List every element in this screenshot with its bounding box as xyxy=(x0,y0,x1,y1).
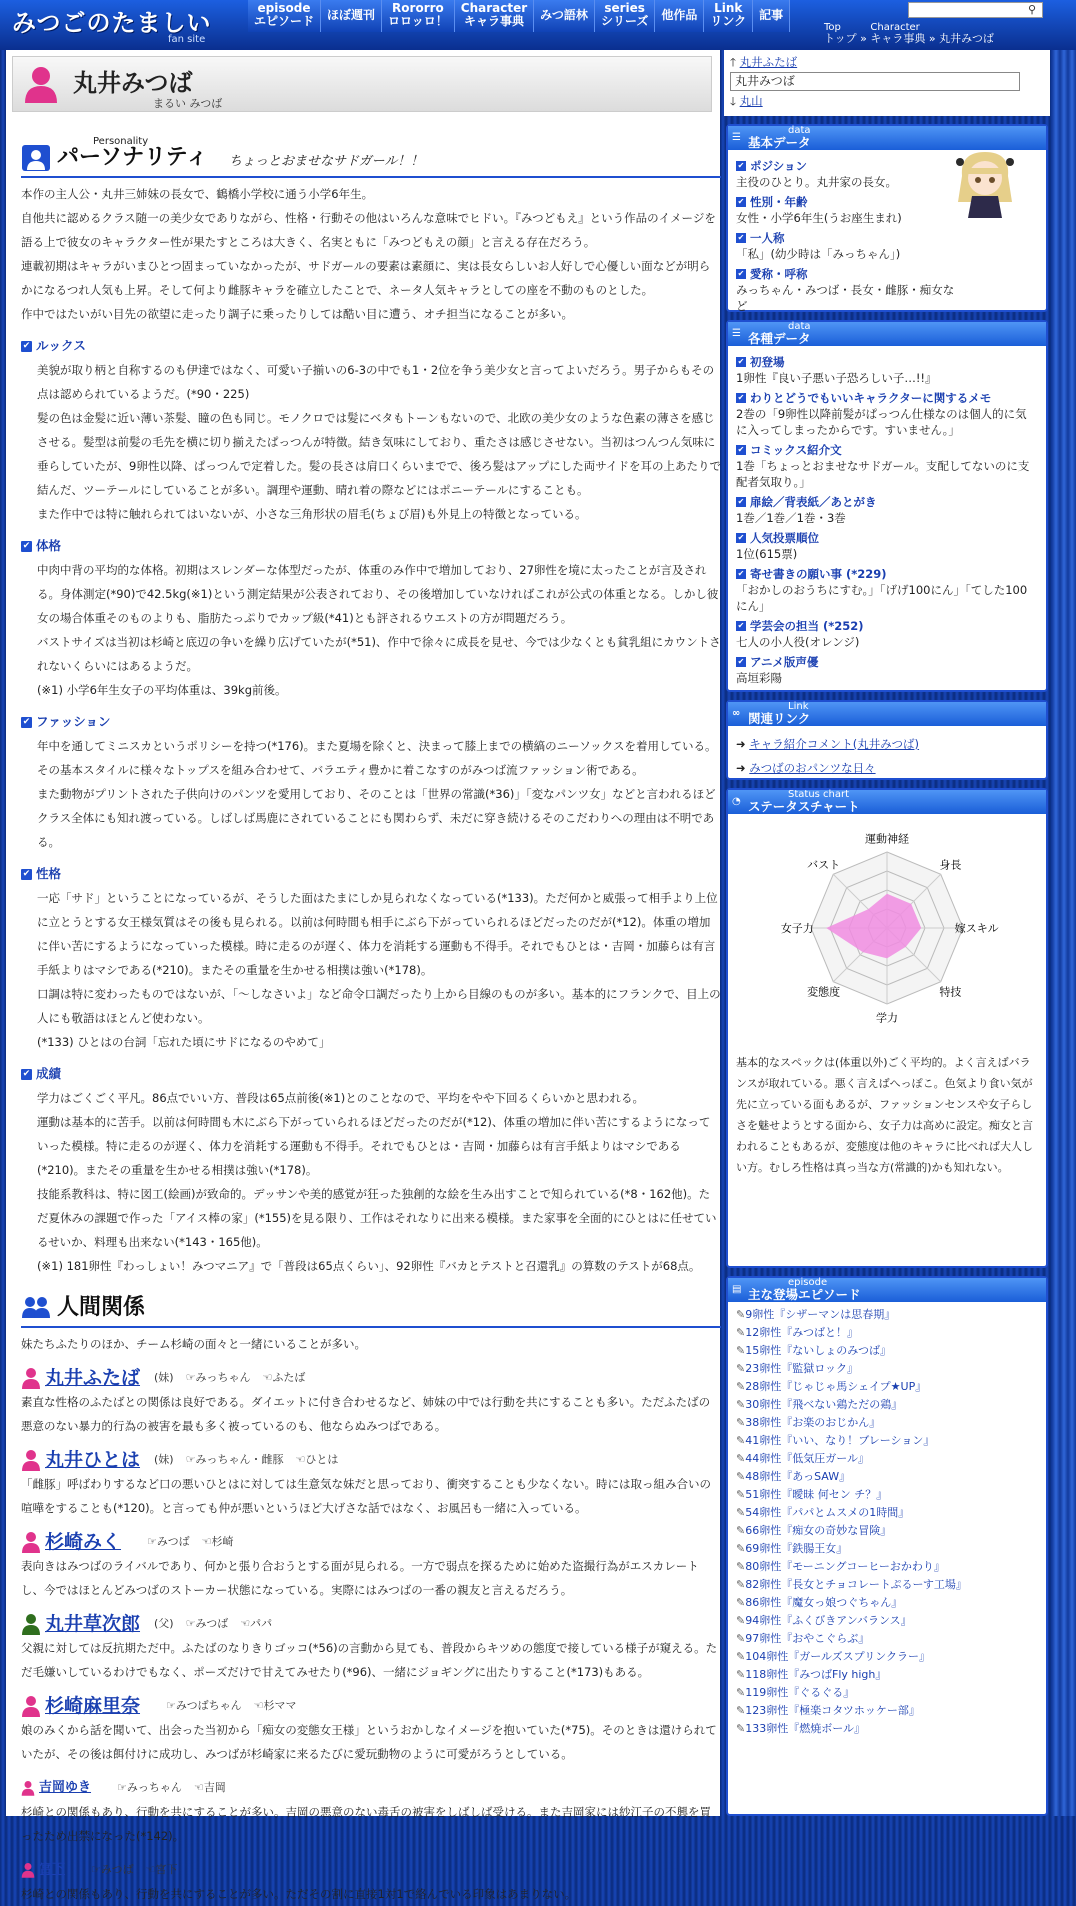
episode-list xyxy=(728,1302,1046,1742)
breadcrumb-top[interactable]: Top トップ xyxy=(824,22,857,45)
episode-link[interactable]: ✎ 38卵性『お楽のおじかん』 xyxy=(736,1414,1038,1432)
relation-text-3: 父親に対しては反抗期ただ中。ふたばのなりきりゴッコ(*56)の言動から見ても、普段からキツめの態度で接している様子が窺える。ただ毛嫌いしているわけでもなく、ポーズだけで甘えてみせたり(*96)、一緒にジョギングに出たりすること(*173)もある。 xyxy=(21,1641,718,1679)
basic-data-box: ☰ data 基本データ ✔ ポジション 主役のひとり。丸井家の長女。 ✔ 性別・年齢 女性・小学6年生(うお座生まれ) ✔ 一人称 「私」(幼少時は「みっちゃん」) ✔ 愛称・呼称 みっちゃん・みつば・長女・雌豚・痴女など xyxy=(726,124,1048,312)
check-icon: ✔ xyxy=(737,269,745,278)
episode-link[interactable]: ✎ 9卵性『シザーマンは思春期』 xyxy=(736,1306,1038,1324)
speech-icon: ☞ xyxy=(185,1617,196,1630)
check-icon: ✔ xyxy=(737,533,745,542)
arrow-icon: ➜ xyxy=(736,761,746,775)
personality-tagline: ちょっとおませなサドガール！！ xyxy=(229,154,424,169)
episode-link[interactable]: ✎ 94卵性『ふくびきアンバランス』 xyxy=(736,1612,1038,1630)
misc-list-row: ✔ わりとどうでもいいキャラクターに関するメモ 2巻の「9卵性以降前髪がぱっつん仕様なのは個人的に気に入ってしまったからです。すいません。」 xyxy=(736,391,1027,437)
misc-list-row: ✔ 人気投票順位 1位(615票) xyxy=(736,531,819,561)
person-icon xyxy=(23,65,59,103)
check-icon: ✔ xyxy=(737,357,745,366)
check-icon: ✔ xyxy=(737,233,745,242)
radar-label: 学力 xyxy=(876,1011,898,1025)
relation-text-0: 素直な性格のふたばとの関係は良好である。ダイエットに付き合わせるなど、姉妹の中では行動を共にすることも多い。ただふたばの悪意のない暴力的行為の被害を最も多く被っているのも、他ならぬみつばである。 xyxy=(21,1395,711,1433)
misc-list-row: ✔ アニメ版声優 高垣彩陽 xyxy=(736,655,819,685)
nav-item-5[interactable]: series シリーズ xyxy=(595,0,655,32)
main-content xyxy=(6,50,721,1901)
relation-link[interactable]: 杉崎麻里奈 xyxy=(45,1695,141,1717)
list-icon: ☰ xyxy=(732,328,741,339)
breadcrumb-character[interactable]: Character キャラ事典 xyxy=(870,22,926,45)
episodes-box: ▤ episode 主な登場エピソード ✎ 9卵性『シザーマンは思春期』 ✎ 12卵性『みつばと！』 ✎ 15卵性『ないしょのみつば』 ✎ 23卵性『監獄ロック』 ✎ 28卵性『じゃじゃ馬シェイプ★UP』 ✎ 30卵性『飛べない鶏ただの鶏』 ✎ 38卵性『お楽のおじかん』 ✎ 41卵性『いい、なり！ブレーション』 ✎ 44卵性『低気圧ガール』 ✎ 48卵性『あっSAW』 ✎ 51卵性『曖昧 何セン チ？』 ✎ 54卵性『パパとムスメの1時間』 ✎ 66卵性『痴女の奇妙な冒険』 ✎ 69卵性『鉄腸王女』 ✎ 80卵性『モーニングコーヒーおかわり』 ✎ 82卵性『長女とチョコレートぷるーす工場』 ✎ 86卵性『魔女っ娘つぐちゃん』 ✎ 94卵性『ふくびきアンバランス』 ✎ 97卵性『おやこぐらぶ』 ✎ 104卵性『ガールズスプリンクラー』 ✎ 118卵性『みつばFly high』 ✎ 119卵性『ぐるぐる』 ✎ 123卵性『極楽コタツホッケー部』 ✎ 133卵性『燃焼ボール』 xyxy=(726,1276,1048,1816)
looks-heading: ✔ ルックス xyxy=(22,338,86,353)
sidebar xyxy=(724,50,1050,1816)
check-icon: ✔ xyxy=(22,540,31,551)
relation-name-4: 杉崎麻里奈 ☞みつばちゃん ☜杉ママ xyxy=(21,1694,721,1718)
prev-character-link[interactable]: 丸井ふたば xyxy=(739,55,798,69)
status-radar-chart xyxy=(737,818,1037,1048)
speech-icon: ☜ xyxy=(193,1781,204,1794)
fashion-text: 年中を通してミニスカというポリシーを持つ(*176)。また夏場を除くと、決まって膝上までの横縞のニーソックスを着用している。その基本スタイルに様々なトップスを組み合わせて、バラエティ豊かに着こなすのがみつば流ファッション術である。 また動物がプリントされた子供向けのパンツを愛用しており、そのことは「世界の常識(*36)」「変なパンツ女」などと言われるほどクラス全体にも知れ渡っている。しばしば馬鹿にされていることにも関わらず、未だに穿き続けるそのこだわりへの理由は不明である。 xyxy=(37,739,717,849)
episode-link[interactable]: ✎ 104卵性『ガールズスプリンクラー』 xyxy=(736,1648,1038,1666)
site-subtitle: fan site xyxy=(168,34,206,45)
related-links-box: ∞ Link 関連リンク ➜ キャラ紹介コメント(丸井みつば) ➜ みつばのおパンツな日々 xyxy=(726,700,1048,780)
basic-list-row: ✔ 性別・年齢 女性・小学6年生(うお座生まれ) xyxy=(736,195,902,225)
person-icon xyxy=(21,1780,35,1796)
next-character-link[interactable]: 丸山 xyxy=(739,94,763,108)
status-chart-box: ◔ Status chart ステータスチャート 運動神経 身長 嫁スキル 特技 学力 変態度 女子力 バスト 基本的なスペックは(体重以外)ごく平均的。よく言えばバランスが取れている。悪く言えばへっぽこ。色気より食い気が先に立っている面もあるが、ファッションセンスや女子らしさを魅せようとする面から、女子力は高めに設定。痴女と言われることもあるが、変態度は他のキャラに比べれば大人しい方。むしろ性格は真っ当な方(常識的)かも知れない。 xyxy=(726,788,1048,1268)
relation-link[interactable]: 吉岡ゆき xyxy=(39,1780,92,1795)
check-icon: ✔ xyxy=(22,716,31,727)
episode-link[interactable]: ✎ 80卵性『モーニングコーヒーおかわり』 xyxy=(736,1558,1038,1576)
nav-item-0[interactable]: episode エピソード xyxy=(248,0,321,32)
character-avatar xyxy=(950,146,1020,222)
relation-text-2: 表向きはみつばのライバルであり、何かと張り合おうとする面が見られる。一方で弱点を探るために始めた盗撮行為がエスカレートし、今ではほとんどみつばのストーカー状態になっている。実際にはみつばの一番の親友と言えるだろう。 xyxy=(21,1559,699,1597)
speech-icon: ☜ xyxy=(295,1453,306,1466)
misc-data-list xyxy=(728,346,1046,690)
personality-title: パーソナリティ xyxy=(57,145,208,170)
person-card-icon xyxy=(21,144,51,172)
speech-icon: ☜ xyxy=(253,1699,264,1712)
site-header xyxy=(0,0,1076,50)
relation-name-1: 丸井ひとは (妹) ☞みっちゃん・雌豚 ☜ひとは xyxy=(21,1448,721,1472)
main-nav xyxy=(248,0,790,34)
related-link-2[interactable]: みつばのおパンツな日々 xyxy=(749,761,876,775)
basic-list-row: ✔ 愛称・呼称 みっちゃん・みつば・長女・雌豚・痴女など xyxy=(736,267,955,313)
episode-link[interactable]: ✎ 44卵性『低気圧ガール』 xyxy=(736,1450,1038,1468)
breadcrumb: Top トップ » Character キャラ事典 » 丸井みつば xyxy=(824,22,994,45)
personality-heading: Personality パーソナリティ ちょっとおませなサドガール！！ xyxy=(21,138,721,178)
relation-link[interactable]: 杉崎みく xyxy=(45,1531,122,1553)
breadcrumb-current: 丸井みつば xyxy=(939,32,994,45)
episode-link[interactable]: ✎ 66卵性『痴女の奇妙な冒険』 xyxy=(736,1522,1038,1540)
speech-icon: ☞ xyxy=(91,1863,101,1876)
looks-text: 美貌が取り柄と自称するのも伊達ではなく、可愛い子揃いの6-3の中でも1・2位を争う美少女と言ってよいだろう。男子からもその点は認められているようだ。(*90・225) 髪の色は金髪に近い薄い茶髪、瞳の色も同じ。モノクロでは髪にベタもトーンもないので、北欧の美少女のような色素の薄さを感じさせる。髪型は前髪の毛先を横に切り揃えたぱっつんが特徴。結き気味にしており、重たさは感じさせない。当初はつんつん気味に垂らしていたが、9卵性以降、ぱっつんで定着した。髪の長さは肩口くらいまでで、後ろ髪はアップにした両サイドを耳の上あたりで結んだ、ツーテールにしていることが多い。調理や運動、晴れ着の際などにはポニーテールにすることも。 また作中では特に触れられてはいないが、小さな三角形状の眉毛(ちょび眉)も外見上の特徴となっている。 xyxy=(37,363,721,521)
nav-item-4[interactable]: みつ語林 xyxy=(534,0,595,32)
radar-label: 特技 xyxy=(939,985,962,999)
character-reading: まるい みつば xyxy=(153,97,223,110)
relation-link[interactable]: 丸井草次郎 xyxy=(45,1613,141,1635)
arrow-icon: ➜ xyxy=(736,737,746,751)
character-pager: 🡑 丸井ふたば 丸井みつば 🡓 丸山 xyxy=(724,50,1050,116)
relation-link[interactable]: 宮下 xyxy=(39,1862,66,1877)
relation-name-2: 杉崎みく ☞みつば ☜杉崎 xyxy=(21,1530,721,1554)
radar-label: 嫁スキル xyxy=(954,922,999,935)
pie-chart-icon: ◔ xyxy=(732,796,741,807)
radar-label: 女子力 xyxy=(780,922,814,935)
radar-label: 運動神経 xyxy=(865,832,909,846)
nav-item-6[interactable]: 他作品 xyxy=(655,0,704,32)
relation-text-4: 娘のみくから話を聞いて、出会った当初から「痴女の変態女王様」というおかしなイメージを抱いていた(*75)。そのときは還けられていたが、その後は餌付けに成功し、みつばが杉崎家に来るたびに愛玩動物のように可愛がろうとしている。 xyxy=(21,1723,717,1761)
list-icon: ☰ xyxy=(732,132,741,143)
fashion-heading: ✔ ファッション xyxy=(22,714,111,729)
people-icon xyxy=(21,1294,51,1322)
speech-icon: ☜ xyxy=(201,1535,212,1548)
relation-link[interactable]: 丸井ふたば xyxy=(45,1367,141,1389)
check-icon: ✔ xyxy=(737,393,745,402)
speech-icon: ☞ xyxy=(147,1535,157,1548)
episode-link[interactable]: ✎ 133卵性『燃焼ボール』 xyxy=(736,1720,1038,1738)
episode-link[interactable]: ✎ 82卵性『長女とチョコレートぷるーす工場』 xyxy=(736,1576,1038,1594)
personality-intro: 本作の主人公・丸井三姉妹の長女で、鶴橋小学校に通う小学6年生。 自他共に認めるクラス随一の美少女でありながら、性格・行動その他はいろんな意味でヒドい。『みつどもえ』という作品のイメージを語る上で彼女のキャラクター性が果たすところは大きく、名実ともに「みつどもえの顔」と言える存在だろう。 連載初期はキャラがいまひとつ固まっていなかったが、サドガールの要素は素顔に、実は長女らしいお人好しで心優しい面などが明らかになるつれ人気も上昇。そして何より雌豚キャラを確立したことで、ネータ人気キャラとしての座を不動のものとした。 作中ではたいがい目先の欲望に走ったり調子に乗ったりしては酷い目に遭う、オチ担当になることが多い。 xyxy=(21,187,716,321)
episode-link[interactable]: ✎ 51卵性『曖昧 何セン チ？』 xyxy=(736,1486,1038,1504)
relations-intro: 妹たちふたりのほか、チーム杉崎の面々と一緒にいることが多い。 xyxy=(21,1337,366,1351)
episode-link[interactable]: ✎ 123卵性『極楽コタツホッケー部』 xyxy=(736,1702,1038,1720)
check-icon: ✔ xyxy=(737,445,745,454)
character-header xyxy=(12,56,712,112)
search-input[interactable] xyxy=(908,2,1043,18)
nav-item-8[interactable]: 記事 xyxy=(753,0,790,32)
body-heading: ✔ 体格 xyxy=(22,538,62,553)
episode-link[interactable]: ✎ 12卵性『みつばと！』 xyxy=(736,1324,1038,1342)
episode-link[interactable]: ✎ 15卵性『ないしょのみつば』 xyxy=(736,1342,1038,1360)
misc-data-box: ☰ data 各種データ ✔ 初登場 1卵性『良い子悪い子恐ろしい子…!!』 ✔ わりとどうでもいいキャラクターに関するメモ 2巻の「9卵性以降前髪がぱっつん仕様なのは個人的に気に入ってしまったからです。すいません。」 ✔ コミックス紹介文 1巻「ちょっとおませなサドガール。支配してないのに支配者気取り。」 ✔ 扉絵／背表紙／あとがき 1巻／1巻／1巻・3巻 ✔ 人気投票順位 1位(615票) ✔ 寄せ書きの願い事 (*229) 「おかしのおうちにすむ。」「げげ100にん」「てした100にん」 ✔ 学芸会の担当 (*252) 七人の小人役(オレンジ) ✔ アニメ版声優 高垣彩陽 xyxy=(726,320,1048,692)
relation-link[interactable]: 丸井ひとは xyxy=(45,1449,141,1471)
person-icon xyxy=(21,1531,41,1553)
grades-text: 学力はごくごく平凡。86点でいい方、普段は65点前後(※1)とのことなので、平均をやや下回るくらいかと思われる。 運動は基本的に苦手。以前は何時間も木にぶら下がっていられるほどだったのだが(*12)、体重の増加に伴い苦にするようになっていった模様。特に走るのが遅く、体力を消耗する運動も不得手。それでもひとは・吉岡・加藤らは有言手紙よりはマシである(*210)。またその重量を生かせる相撲は強い(*178)。 技能系教科は、特に図工(絵画)が致命的。デッサンや美的感覚が狂った独創的な絵を生み出すことで知られている(*8・162他)。ただ夏休みの課題で作った「アイス棒の家」(*155)を見る限り、工作はそれなりに出来る模様。また家事を全面的にひとはに任せているせいか、料理も出来ない(*143・165他)。 (※1) 181卵性『わっしょい！みつマニア』で「普段は65点くらい」、92卵性『バカとテストと召還乳』の算数のテストが68点。 xyxy=(37,1091,717,1273)
person-icon xyxy=(21,1695,41,1717)
current-character-field[interactable]: 丸井みつば xyxy=(730,72,1020,91)
check-icon: ✔ xyxy=(22,340,31,351)
check-icon: ✔ xyxy=(737,197,745,206)
episode-link[interactable]: ✎ 118卵性『みつばFly high』 xyxy=(736,1666,1038,1684)
relation-text-6: 杉崎との関係もあり、行動を共にすることが多い。ただその割に直接1対1で絡んでいる印象はあまりない。 xyxy=(21,1887,577,1901)
basic-list-row: ✔ 一人称 「私」(幼少時は「みっちゃん」) xyxy=(736,231,901,261)
person-icon xyxy=(21,1862,35,1878)
check-icon: ✔ xyxy=(737,621,745,630)
nav-item-2[interactable]: Rororro ロロッロ！ xyxy=(382,0,455,32)
decorative-strip xyxy=(1052,50,1076,1816)
check-icon: ✔ xyxy=(737,569,745,578)
check-icon: ✔ xyxy=(737,497,745,506)
personality-text: 一応「サド」ということになっているが、そうした面はたまにしか見られなくなっている(*133)。ただ何かと威張って相手より上位に立とうとする女王様気質はその後も見られる。以前は何時間も相手にぶら下がっていられるほどだったのだが(*12)。体重の増加に伴い苦にするようになっていった模様。時に走るのが遅く、体力を消耗する運動も不得手。それでもひとは・吉岡・加藤らは有言手紙よりはマシである(*210)。またその重量を生かせる相撲は強い(*178)。 口調は特に変わったものではないが、「～しなさいよ」など命令口調だったり上から目線のものが多い。基本的にフランクで、目上の人にも敬語はほとんど使わない。 (*133) ひとはの台詞「忘れた頃にサドになるのやめて」 xyxy=(37,891,721,1049)
relation-name-3: 丸井草次郎 (父) ☞みつば ☜パパ xyxy=(21,1612,721,1636)
check-icon: ✔ xyxy=(737,657,745,666)
basic-list-row: ✔ ポジション 主役のひとり。丸井家の長女。 xyxy=(736,159,897,189)
search-icon[interactable]: ⚲ xyxy=(1027,3,1037,16)
grades-heading: ✔ 成績 xyxy=(22,1066,62,1081)
episode-link[interactable]: ✎ 41卵性『いい、なり！ブレーション』 xyxy=(736,1432,1038,1450)
radar-label: 変態度 xyxy=(807,985,841,999)
speech-icon: ☞ xyxy=(185,1371,196,1384)
misc-list-row: ✔ 学芸会の担当 (*252) 七人の小人役(オレンジ) xyxy=(736,619,864,649)
episode-link[interactable]: ✎ 69卵性『鉄腸王女』 xyxy=(736,1540,1038,1558)
relations-heading xyxy=(21,1288,721,1328)
episode-link[interactable]: ✎ 54卵性『パパとムスメの1時間』 xyxy=(736,1504,1038,1522)
article-body xyxy=(21,128,721,1906)
link-icon: ∞ xyxy=(732,708,741,719)
misc-list-row: ✔ コミックス紹介文 1巻「ちょっとおませなサドガール。支配してないのに支配者気取り。」 xyxy=(736,443,1030,489)
related-link-1[interactable]: キャラ紹介コメント(丸井みつば) xyxy=(749,737,920,751)
person-icon xyxy=(21,1613,41,1635)
relations-list xyxy=(21,1366,721,1906)
character-name: 丸井みつば xyxy=(73,69,193,97)
personality-sub-heading: ✔ 性格 xyxy=(22,866,62,881)
check-icon: ✔ xyxy=(737,161,745,170)
misc-list-row: ✔ 寄せ書きの願い事 (*229) 「おかしのおうちにすむ。」「げげ100にん」「てした100にん」 xyxy=(736,567,1028,613)
episode-link[interactable]: ✎ 97卵性『おやこぐらぶ』 xyxy=(736,1630,1038,1648)
speech-icon: ☜ xyxy=(262,1371,273,1384)
speech-icon: ☞ xyxy=(185,1453,196,1466)
body-text: 中肉中背の平均的な体格。初期はスレンダーな体型だったが、体重のみ作中で増加しており、27卵性を境に太ったことが言及される。身体測定(*90)で42.5kg(※1)という測定結果が公表されており、その後増加していなければこれが公式の体重となる。しかし彼女の場合体重そのものよりも、脂肪たっぷりでカップ級(*41)とも評されるウエストの方が問題だろう。 バストサイズは当初は杉崎と底辺の争いを繰り広げていたが(*51)、作中で徐々に成長を見せ、今では少なくとも貧乳組にカウントされないくらいにはあるようだ。 (※1) 小学6年生女子の平均体重は、39kg前後。 xyxy=(37,563,721,697)
episode-link[interactable]: ✎ 119卵性『ぐるぐる』 xyxy=(736,1684,1038,1702)
speech-icon: ☜ xyxy=(240,1617,251,1630)
relation-name-0: 丸井ふたば (妹) ☞みっちゃん ☜ふたば xyxy=(21,1366,721,1390)
person-icon xyxy=(21,1367,41,1389)
misc-list-row: ✔ 初登場 1卵性『良い子悪い子恐ろしい子…!!』 xyxy=(736,355,937,385)
status-description: 基本的なスペックは(体重以外)ごく平均的。よく言えばバランスが取れている。悪く言えばへっぽこ。色気より食い気が先に立っている面もあるが、ファッションセンスや女子らしさを魅せようとする面から、女子力は高めに設定。痴女と言われることもあるが、変態度は他のキャラに比べれば大人しい方。むしろ性格は真っ当な方(常識的)かも知れない。 xyxy=(736,1056,1033,1174)
radar-label: 身長 xyxy=(939,858,962,872)
nav-item-3[interactable]: Character キャラ事典 xyxy=(455,0,534,32)
nav-item-7[interactable]: Link リンク xyxy=(704,0,753,32)
radar-label: バスト xyxy=(807,858,841,872)
relation-text-5: 杉崎との関係もあり、行動を共にすることが多い。吉岡の悪意のない毒舌の被害をしばしば受ける。また吉岡家には紗江子の不興を買ったため出禁になった(*142)。 xyxy=(21,1805,711,1843)
check-icon: ✔ xyxy=(22,1068,31,1079)
episode-link[interactable]: ✎ 30卵性『飛べない鶏ただの鶏』 xyxy=(736,1396,1038,1414)
nav-item-1[interactable]: ほぼ週刊 xyxy=(321,0,382,32)
misc-list-row: ✔ 扉絵／背表紙／あとがき 1巻／1巻／1巻・3巻 xyxy=(736,495,877,525)
check-icon: ✔ xyxy=(22,868,31,879)
episode-link[interactable]: ✎ 86卵性『魔女っ娘つぐちゃん』 xyxy=(736,1594,1038,1612)
book-icon: ▤ xyxy=(732,1284,742,1295)
speech-icon: ☜ xyxy=(145,1863,156,1876)
site-title[interactable]: みつごのたましい xyxy=(12,9,212,37)
relation-text-1: 「雌豚」呼ばわりするなど口の悪いひとはに対しては生意気な妹だと思っており、衝突することも少なくない。時には取っ組み合いの喧嘩をすることも(*120)。と言っても仲が悪いというほど大げさな話ではなく、お風呂も一緒に入っている。 xyxy=(21,1477,711,1515)
relation-name-6: 宮下 ☞みつば ☜宮下 xyxy=(21,1858,721,1882)
relation-name-5: 吉岡ゆき ☞みっちゃん ☜吉岡 xyxy=(21,1776,721,1800)
relations-title: 人間関係 xyxy=(57,1295,146,1320)
speech-icon: ☞ xyxy=(117,1781,127,1794)
person-icon xyxy=(21,1449,41,1471)
episode-link[interactable]: ✎ 48卵性『あっSAW』 xyxy=(736,1468,1038,1486)
episode-link[interactable]: ✎ 23卵性『監獄ロック』 xyxy=(736,1360,1038,1378)
episode-link[interactable]: ✎ 28卵性『じゃじゃ馬シェイプ★UP』 xyxy=(736,1378,1038,1396)
speech-icon: ☞ xyxy=(166,1699,176,1712)
